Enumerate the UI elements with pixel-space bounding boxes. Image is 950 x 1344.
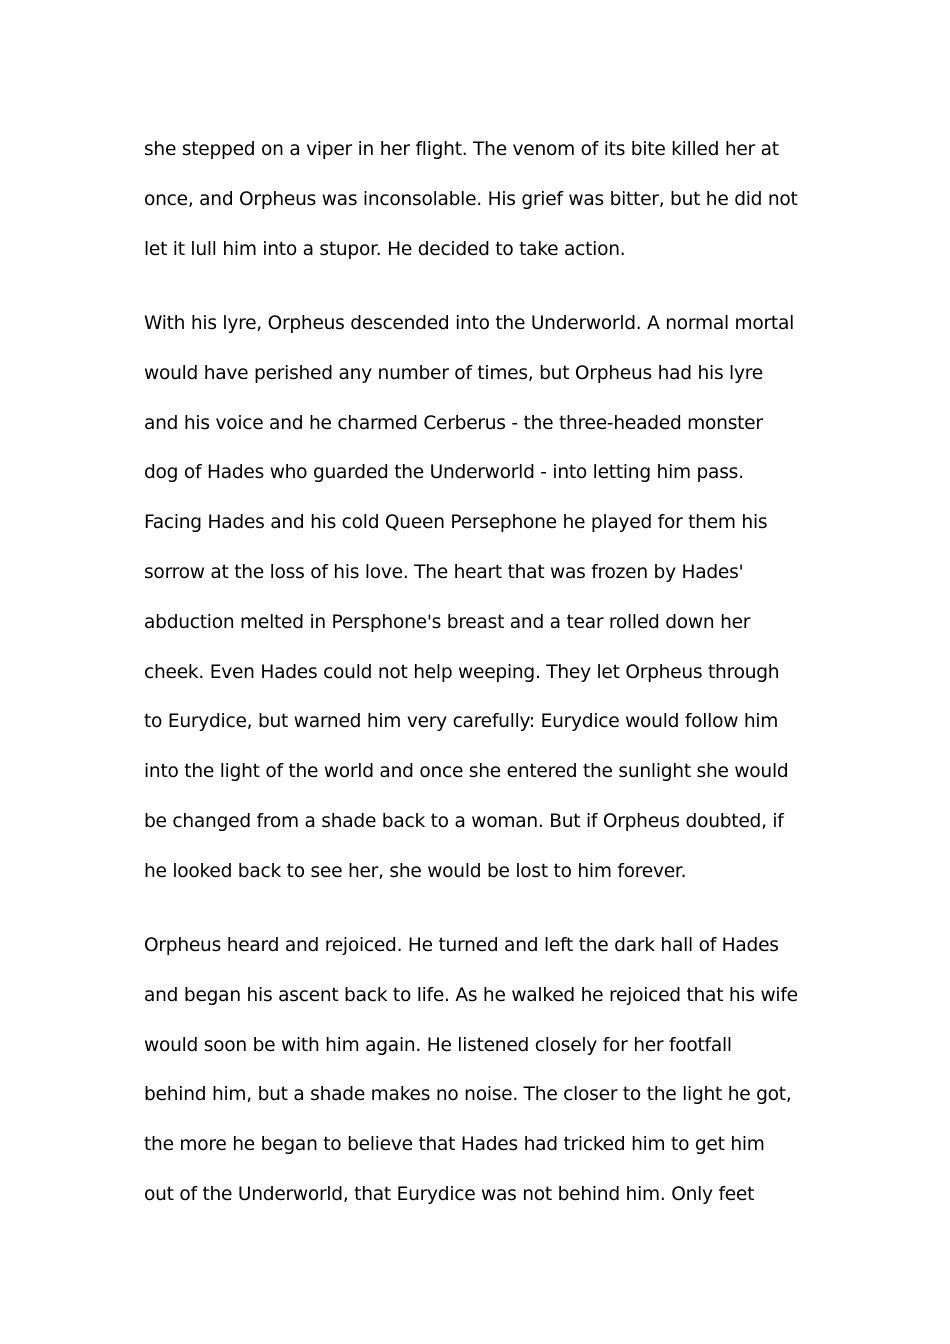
text-line: With his lyre, Orpheus descended into the Underworld. A normal mortal bbox=[144, 313, 795, 334]
text-line: Facing Hades and his cold Queen Persephone he played for them his bbox=[144, 512, 768, 534]
paragraph-2 bbox=[144, 299, 824, 897]
paragraph-3 bbox=[144, 921, 824, 1220]
text-line: she stepped on a viper in her flight. The venom of its bite killed her at bbox=[144, 139, 779, 160]
text-line: let it lull him into a stupor. He decided to take action. bbox=[144, 238, 626, 260]
text-line: Orpheus heard and rejoiced. He turned and left the dark hall of Hades bbox=[144, 935, 779, 956]
text-line: he looked back to see her, she would be lost to him forever. bbox=[144, 860, 687, 882]
text-line: sorrow at the loss of his love. The heart that was frozen by Hades' bbox=[144, 561, 744, 583]
text-line: dog of Hades who guarded the Underworld - into letting him pass. bbox=[144, 462, 744, 484]
text-line: be changed from a shade back to a woman. But if Orpheus doubted, if bbox=[144, 810, 784, 832]
paragraph-1 bbox=[144, 125, 824, 274]
text-line: into the light of the world and once she entered the sunlight she would bbox=[144, 761, 789, 783]
text-line: would have perished any number of times, but Orpheus had his lyre bbox=[144, 362, 763, 384]
text-line: would soon be with him again. He listened closely for her footfall bbox=[144, 1034, 732, 1056]
text-line: once, and Orpheus was inconsolable. His grief was bitter, but he did not bbox=[144, 188, 798, 210]
text-line: cheek. Even Hades could not help weeping. They let Orpheus through bbox=[144, 661, 780, 683]
text-line: the more he began to believe that Hades had tricked him to get him bbox=[144, 1134, 765, 1156]
text-line: and began his ascent back to life. As he walked he rejoiced that his wife bbox=[144, 984, 798, 1006]
text-line: behind him, but a shade makes no noise. The closer to the light he got, bbox=[144, 1084, 792, 1106]
text-line: out of the Underworld, that Eurydice was not behind him. Only feet bbox=[144, 1183, 755, 1205]
text-line: to Eurydice, but warned him very carefully: Eurydice would follow him bbox=[144, 711, 779, 733]
text-line: abduction melted in Persphone's breast and a tear rolled down her bbox=[144, 611, 751, 633]
text-line: and his voice and he charmed Cerberus - the three-headed monster bbox=[144, 412, 763, 434]
